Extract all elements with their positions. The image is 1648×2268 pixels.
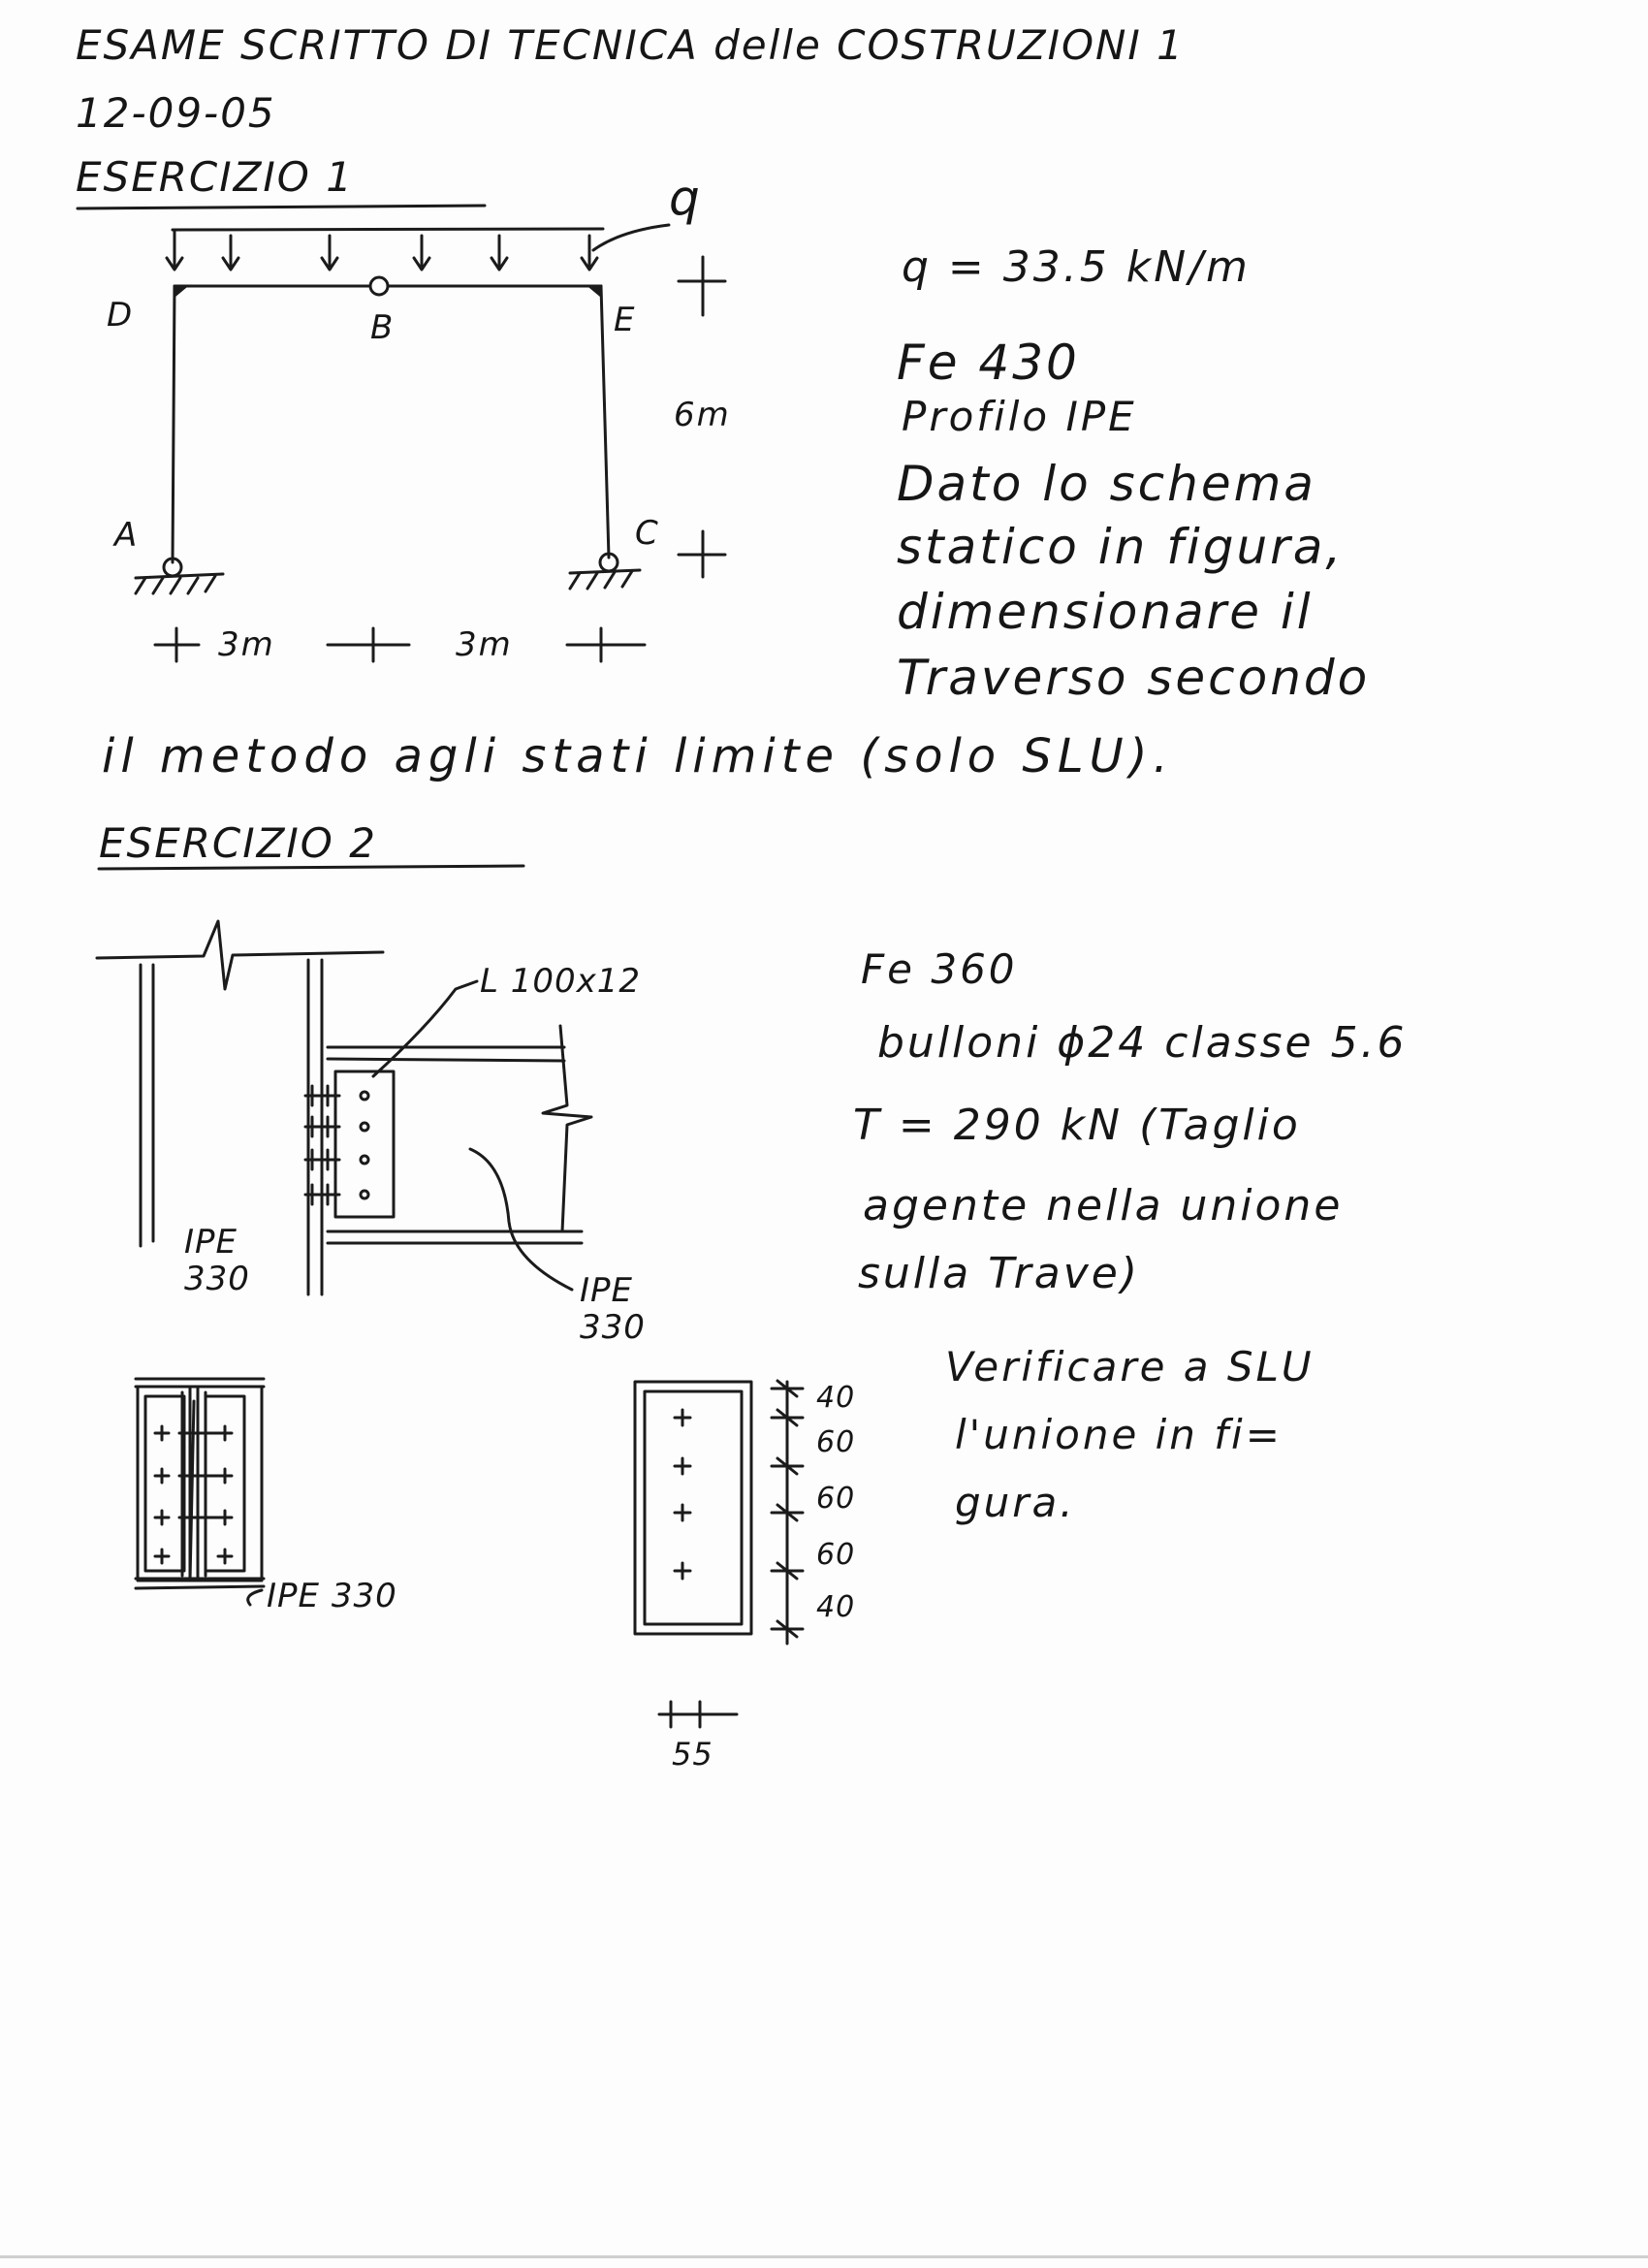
ex1-line-6: dimensionare il (897, 584, 1314, 640)
ex1-line-4: Dato lo schema (897, 456, 1316, 512)
span-left-label: 3m (218, 625, 275, 664)
ex2-line-5: sulla Trave) (858, 1249, 1140, 1298)
load-label: q (669, 170, 703, 226)
node-e-label: E (614, 301, 637, 339)
ex2-task-1: Verificare a SLU (945, 1343, 1315, 1390)
section-profile-label: IPE 330 (267, 1577, 397, 1615)
exam-date: 12-09-05 (76, 89, 276, 137)
beam-leader (470, 1149, 572, 1290)
exercise-1-underline (78, 206, 485, 208)
ex2-line-2: bulloni ϕ24 classe 5.6 (877, 1018, 1408, 1068)
corner-d (174, 286, 186, 296)
section-leader (248, 1590, 262, 1605)
column-profile-label: IPE 330 (184, 1223, 250, 1298)
ex1-line-2: Fe 430 (897, 335, 1080, 391)
load-leader (593, 225, 669, 250)
angle-label: L 100x12 (480, 962, 642, 1001)
dim-3: 60 (816, 1482, 856, 1516)
width-label: 55 (672, 1736, 713, 1773)
ex1-line-3: Profilo IPE (902, 393, 1137, 440)
dim-4: 60 (816, 1538, 856, 1572)
ex1-line-1: q = 33.5 kN/m (902, 242, 1251, 292)
column-left (173, 286, 174, 562)
node-b-label: B (370, 308, 396, 347)
corner-e (589, 286, 601, 296)
load-line (173, 229, 603, 230)
span-right-label: 3m (456, 625, 513, 664)
ex1-full-line: il metodo agli stati limite (solo SLU). (102, 729, 1174, 783)
ex2-line-1: Fe 360 (861, 945, 1018, 993)
node-a-label: A (114, 516, 140, 555)
column-right (601, 286, 609, 558)
node-d-label: D (107, 296, 135, 335)
exercise-2-heading: ESERCIZIO 2 (99, 819, 377, 867)
ex2-line-3: T = 290 kN (Taglio (853, 1101, 1301, 1150)
load-arrows (167, 230, 597, 270)
ex1-line-7: Traverso secondo (897, 650, 1371, 706)
ex2-task-2: l'unione in fi= (955, 1411, 1283, 1458)
ex1-line-5: statico in figura, (897, 519, 1345, 575)
ex2-line-4: agente nella unione (863, 1181, 1344, 1230)
beam-profile-label: IPE 330 (580, 1271, 646, 1347)
dim-1: 40 (816, 1381, 856, 1415)
hinge-b (370, 277, 388, 295)
exam-title: ESAME SCRITTO DI TECNICA delle COSTRUZIONI 1 (76, 21, 1185, 69)
ex2-task-3: gura. (955, 1479, 1076, 1526)
dim-5: 40 (816, 1590, 856, 1624)
exercise-1-heading: ESERCIZIO 1 (76, 153, 354, 201)
scan-bottom-edge (0, 2255, 1648, 2258)
height-label: 6m (674, 396, 731, 434)
node-c-label: C (635, 514, 660, 553)
dim-2: 60 (816, 1425, 856, 1459)
angle-leader (373, 981, 477, 1076)
